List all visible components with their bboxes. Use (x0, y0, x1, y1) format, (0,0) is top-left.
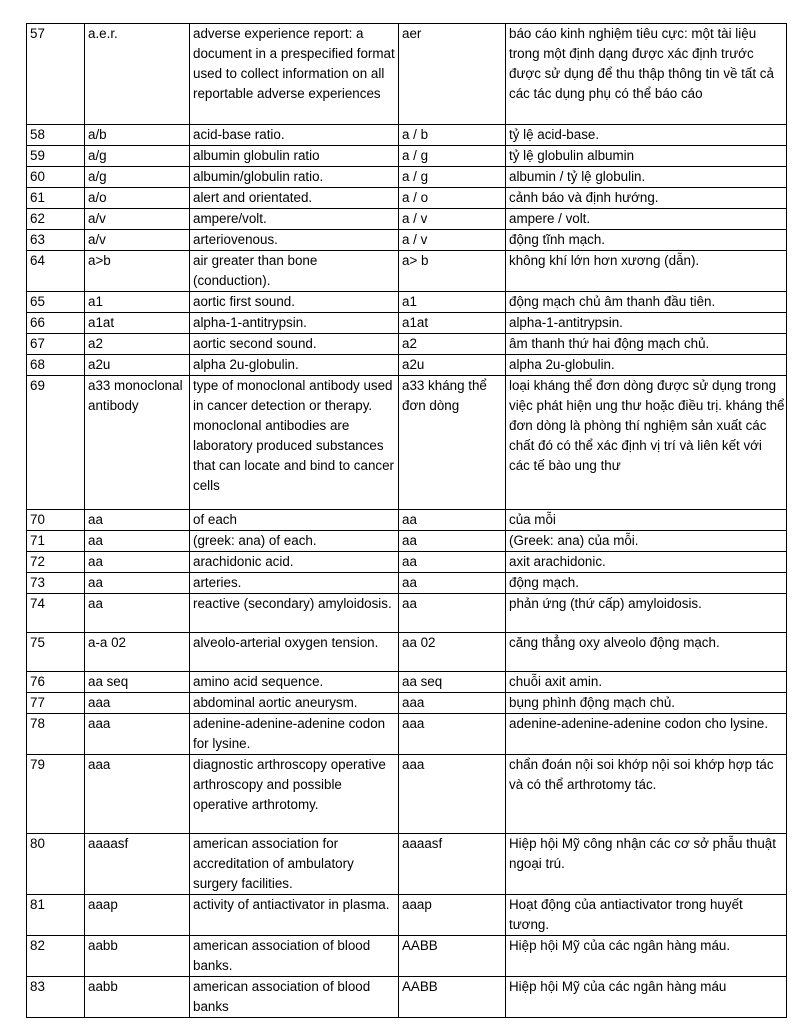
entry-abbreviation: aa (85, 573, 190, 594)
table-row (27, 594, 787, 633)
entry-vi-definition: âm thanh thứ hai động mạch chủ. (506, 334, 787, 355)
table-row (27, 895, 787, 936)
entry-vi-abbreviation: aa (399, 552, 506, 573)
entry-vi-definition: Hiệp hội Mỹ của các ngân hàng máu (506, 977, 787, 1018)
entry-vi-definition: cảnh báo và định hướng. (506, 188, 787, 209)
entry-number: 78 (27, 714, 85, 755)
entry-abbreviation: a/o (85, 188, 190, 209)
table-row (27, 714, 787, 755)
entry-vi-definition: axit arachidonic. (506, 552, 787, 573)
entry-vi-definition: báo cáo kinh nghiệm tiêu cực: một tài liệu trong một định dạng được xác định trước được sử dụng để thu thập thông tin về tất cả các tác dụng phụ có thể báo cáo (506, 24, 787, 125)
entry-number: 60 (27, 167, 85, 188)
entry-number: 66 (27, 313, 85, 334)
entry-abbreviation: aa (85, 510, 190, 531)
entry-definition: abdominal aortic aneurysm. (190, 693, 399, 714)
entry-vi-definition: alpha 2u-globulin. (506, 355, 787, 376)
entry-vi-abbreviation: aa (399, 531, 506, 552)
entry-definition: arachidonic acid. (190, 552, 399, 573)
entry-abbreviation: aa (85, 594, 190, 633)
entry-definition: ampere/volt. (190, 209, 399, 230)
entry-number: 79 (27, 755, 85, 834)
entry-abbreviation: a2 (85, 334, 190, 355)
entry-vi-definition: Hiệp hội Mỹ của các ngân hàng máu. (506, 936, 787, 977)
entry-vi-abbreviation: aaap (399, 895, 506, 936)
entry-vi-definition: (Greek: ana) của mỗi. (506, 531, 787, 552)
entry-definition: adverse experience report: a document in a prespecified format used to collect information on all reportable adverse experiences (190, 24, 399, 125)
entry-number: 74 (27, 594, 85, 633)
table-row (27, 167, 787, 188)
entry-vi-abbreviation: aa 02 (399, 633, 506, 672)
entry-number: 83 (27, 977, 85, 1018)
table-row (27, 209, 787, 230)
entry-vi-abbreviation: aaa (399, 714, 506, 755)
glossary-table-body (27, 24, 787, 1018)
entry-vi-abbreviation: aa (399, 510, 506, 531)
entry-definition: air greater than bone (conduction). (190, 251, 399, 292)
table-row (27, 936, 787, 977)
entry-number: 64 (27, 251, 85, 292)
entry-vi-abbreviation: a / v (399, 209, 506, 230)
table-row (27, 552, 787, 573)
table-row (27, 573, 787, 594)
table-row (27, 188, 787, 209)
entry-number: 76 (27, 672, 85, 693)
table-row (27, 334, 787, 355)
entry-definition: amino acid sequence. (190, 672, 399, 693)
entry-vi-abbreviation: a / o (399, 188, 506, 209)
entry-vi-definition: tỷ lệ globulin albumin (506, 146, 787, 167)
entry-abbreviation: a.e.r. (85, 24, 190, 125)
entry-abbreviation: aaaasf (85, 834, 190, 895)
table-row (27, 376, 787, 510)
table-row (27, 146, 787, 167)
entry-number: 72 (27, 552, 85, 573)
entry-definition: alpha 2u-globulin. (190, 355, 399, 376)
entry-number: 69 (27, 376, 85, 510)
entry-definition: reactive (secondary) amyloidosis. (190, 594, 399, 633)
entry-abbreviation: a1at (85, 313, 190, 334)
entry-abbreviation: a/g (85, 146, 190, 167)
entry-vi-abbreviation: a1 (399, 292, 506, 313)
table-row (27, 125, 787, 146)
entry-number: 82 (27, 936, 85, 977)
table-row (27, 510, 787, 531)
entry-vi-abbreviation: aer (399, 24, 506, 125)
entry-abbreviation: aaa (85, 755, 190, 834)
table-row (27, 292, 787, 313)
entry-vi-abbreviation: aa (399, 573, 506, 594)
entry-vi-abbreviation: AABB (399, 977, 506, 1018)
table-row (27, 672, 787, 693)
entry-vi-abbreviation: a33 kháng thể đơn dòng (399, 376, 506, 510)
entry-vi-definition: chẩn đoán nội soi khớp nội soi khớp hợp tác và có thể arthrotomy tác. (506, 755, 787, 834)
entry-abbreviation: a/b (85, 125, 190, 146)
entry-definition: acid-base ratio. (190, 125, 399, 146)
entry-abbreviation: a1 (85, 292, 190, 313)
table-row (27, 755, 787, 834)
entry-number: 71 (27, 531, 85, 552)
entry-abbreviation: a-a 02 (85, 633, 190, 672)
entry-vi-definition: albumin / tỷ lệ globulin. (506, 167, 787, 188)
table-row (27, 355, 787, 376)
entry-vi-definition: phản ứng (thứ cấp) amyloidosis. (506, 594, 787, 633)
entry-abbreviation: a33 monoclonal antibody (85, 376, 190, 510)
entry-abbreviation: aaa (85, 714, 190, 755)
entry-number: 63 (27, 230, 85, 251)
entry-vi-abbreviation: a2u (399, 355, 506, 376)
entry-vi-definition: căng thẳng oxy alveolo động mạch. (506, 633, 787, 672)
entry-definition: albumin globulin ratio (190, 146, 399, 167)
entry-vi-definition: tỷ lệ acid-base. (506, 125, 787, 146)
entry-number: 81 (27, 895, 85, 936)
entry-number: 70 (27, 510, 85, 531)
entry-vi-abbreviation: a / b (399, 125, 506, 146)
entry-vi-abbreviation: aa (399, 594, 506, 633)
entry-vi-abbreviation: a / g (399, 146, 506, 167)
table-row (27, 633, 787, 672)
entry-definition: albumin/globulin ratio. (190, 167, 399, 188)
glossary-table (26, 23, 787, 1018)
table-row (27, 24, 787, 125)
entry-vi-abbreviation: a / g (399, 167, 506, 188)
table-row (27, 230, 787, 251)
table-row (27, 313, 787, 334)
entry-definition: american association of blood banks (190, 977, 399, 1018)
entry-vi-abbreviation: a / v (399, 230, 506, 251)
entry-vi-definition: adenine-adenine-adenine codon cho lysine. (506, 714, 787, 755)
table-row (27, 834, 787, 895)
entry-number: 59 (27, 146, 85, 167)
entry-number: 73 (27, 573, 85, 594)
entry-vi-definition: Hiệp hội Mỹ công nhận các cơ sở phẫu thuật ngoại trú. (506, 834, 787, 895)
entry-definition: alveolo-arterial oxygen tension. (190, 633, 399, 672)
entry-vi-abbreviation: aaa (399, 693, 506, 714)
entry-definition: alpha-1-antitrypsin. (190, 313, 399, 334)
entry-vi-definition: Hoạt động của antiactivator trong huyết tương. (506, 895, 787, 936)
entry-abbreviation: aa seq (85, 672, 190, 693)
entry-vi-definition: của mỗi (506, 510, 787, 531)
entry-abbreviation: aabb (85, 977, 190, 1018)
entry-abbreviation: a/g (85, 167, 190, 188)
entry-definition: american association of blood banks. (190, 936, 399, 977)
entry-vi-definition: loại kháng thể đơn dòng được sử dụng trong việc phát hiện ung thư hoặc điều trị. kháng thể đơn dòng là phòng thí nghiệm sản xuất các chất đó có thể xác định vị trí và liên kết với các tế bào ung thư (506, 376, 787, 510)
entry-vi-abbreviation: AABB (399, 936, 506, 977)
entry-definition: (greek: ana) of each. (190, 531, 399, 552)
entry-definition: adenine-adenine-adenine codon for lysine. (190, 714, 399, 755)
entry-number: 61 (27, 188, 85, 209)
entry-vi-definition: chuỗi axit amin. (506, 672, 787, 693)
entry-number: 58 (27, 125, 85, 146)
entry-vi-definition: động tĩnh mạch. (506, 230, 787, 251)
entry-number: 62 (27, 209, 85, 230)
entry-vi-abbreviation: aaa (399, 755, 506, 834)
entry-abbreviation: a>b (85, 251, 190, 292)
entry-definition: alert and orientated. (190, 188, 399, 209)
entry-abbreviation: a/v (85, 230, 190, 251)
entry-definition: diagnostic arthroscopy operative arthroscopy and possible operative arthrotomy. (190, 755, 399, 834)
entry-abbreviation: aaap (85, 895, 190, 936)
entry-definition: of each (190, 510, 399, 531)
entry-vi-definition: không khí lớn hơn xương (dẫn). (506, 251, 787, 292)
table-row (27, 977, 787, 1018)
entry-vi-abbreviation: a> b (399, 251, 506, 292)
entry-vi-definition: động mạch. (506, 573, 787, 594)
entry-definition: activity of antiactivator in plasma. (190, 895, 399, 936)
entry-vi-abbreviation: aa seq (399, 672, 506, 693)
entry-vi-abbreviation: a2 (399, 334, 506, 355)
entry-number: 67 (27, 334, 85, 355)
entry-number: 68 (27, 355, 85, 376)
entry-definition: aortic first sound. (190, 292, 399, 313)
entry-definition: type of monoclonal antibody used in cancer detection or therapy. monoclonal antibodies are laboratory produced substances that can locate and bind to cancer cells (190, 376, 399, 510)
entry-number: 75 (27, 633, 85, 672)
table-row (27, 531, 787, 552)
table-row (27, 693, 787, 714)
entry-abbreviation: aa (85, 552, 190, 573)
entry-definition: arteriovenous. (190, 230, 399, 251)
entry-vi-abbreviation: aaaasf (399, 834, 506, 895)
entry-number: 65 (27, 292, 85, 313)
entry-abbreviation: a/v (85, 209, 190, 230)
entry-vi-definition: động mạch chủ âm thanh đầu tiên. (506, 292, 787, 313)
entry-abbreviation: aaa (85, 693, 190, 714)
entry-vi-definition: alpha-1-antitrypsin. (506, 313, 787, 334)
entry-vi-abbreviation: a1at (399, 313, 506, 334)
entry-definition: arteries. (190, 573, 399, 594)
entry-number: 57 (27, 24, 85, 125)
entry-abbreviation: aa (85, 531, 190, 552)
entry-abbreviation: aabb (85, 936, 190, 977)
entry-definition: american association for accreditation of ambulatory surgery facilities. (190, 834, 399, 895)
entry-vi-definition: ampere / volt. (506, 209, 787, 230)
entry-definition: aortic second sound. (190, 334, 399, 355)
entry-number: 80 (27, 834, 85, 895)
entry-abbreviation: a2u (85, 355, 190, 376)
entry-number: 77 (27, 693, 85, 714)
table-row (27, 251, 787, 292)
entry-vi-definition: bụng phình động mạch chủ. (506, 693, 787, 714)
